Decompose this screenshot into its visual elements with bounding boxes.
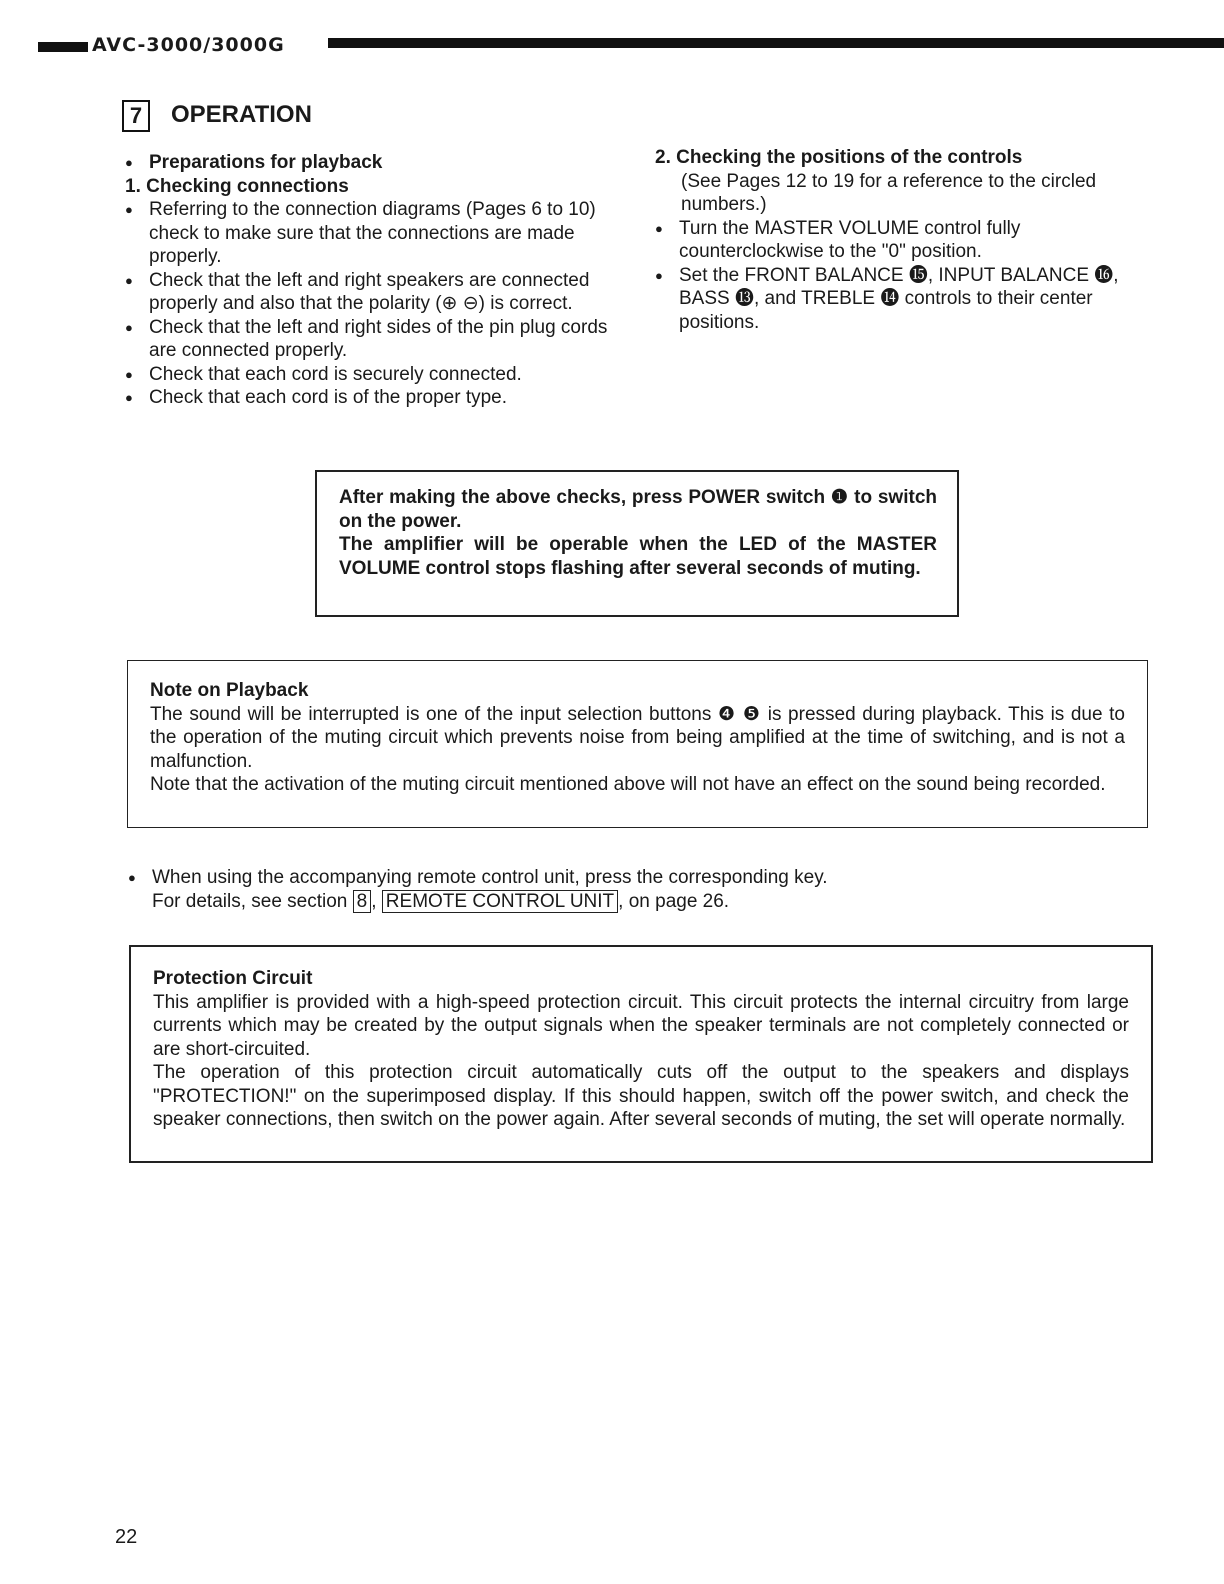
protection-circuit-box [129,945,1153,1163]
page-number: 22 [115,1526,138,1548]
remote-line: When using the accompanying remote control unit, press the corresponding key. [152,867,828,888]
note-paragraph: The sound will be interrupted is one of the input selection buttons ❹ ❺ is pressed during playback. This is due to the operation of the muting circuit which prevents noise from being amplified at the time of switching, and is not a malfunction. [150,703,1125,772]
power-instruction: After making the above checks, press POWER switch ❶ to switch on the power. [339,487,937,532]
section-number: 7 [122,100,150,132]
list-item: ● Turn the MASTER VOLUME control fully counterclockwise to the "0" position. [655,217,1147,264]
step1-heading: 1. Checking connections [125,175,349,197]
section-title-ref: REMOTE CONTROL UNIT [382,890,618,913]
list-item: ● When using the accompanying remote control unit, press the corresponding key. For details, see section 8 , REMOTE CONTROL UNIT , on page 26. [128,866,1028,913]
list-item: ● Referring to the connection diagrams (Pages 6 to 10) check to make sure that the connections are made properly. [125,198,615,269]
remote-note [128,866,1028,913]
list-item: ● Check that each cord is securely connected. [125,363,615,387]
power-instruction-box [315,470,959,617]
step2-heading: 2. Checking the positions of the controls [655,147,1023,168]
operable-note: The amplifier will be operable when the LED of the MASTER VOLUME control stops flashing after several seconds of muting. [339,534,937,579]
note-paragraph: Note that the activation of the muting circuit mentioned above will not have an effect on the sound being recorded. [150,774,1106,795]
list-item: ● Check that each cord is of the proper type. [125,386,615,410]
protection-paragraph: The operation of this protection circuit automatically cuts off the output to the speakers and displays "PROTECTION!" on the superimposed display. If this should happen, switch off the power switch, and check the speaker connections, then switch on the power again. After several seconds of muting, the set will operate normally. [153,1062,1129,1130]
model-header: AVC-3000/3000G [92,34,285,56]
playback-note-box [127,660,1148,828]
header-bar [38,42,88,52]
left-column [125,151,615,410]
header-bar [328,38,1224,48]
prep-heading: ● Preparations for playback [125,151,615,175]
note-title: Note on Playback [150,680,309,701]
right-column [655,146,1147,334]
protection-title: Protection Circuit [153,968,313,989]
section-title: OPERATION [171,101,312,128]
list-item: ● Set the FRONT BALANCE ⓯, INPUT BALANCE ⓰, BASS ⓭, and TREBLE ⓮ controls to their center positions. [655,264,1147,335]
reference-note: (See Pages 12 to 19 for a reference to the circled numbers.) [681,170,1097,215]
protection-paragraph: This amplifier is provided with a high-speed protection circuit. This circuit protects the internal circuitry from large currents which may be created by the output signals when the speaker terminals are not completely connected or are short-circuited. [153,991,1129,1060]
remote-prefix: For details, see section [152,890,348,912]
remote-suffix: , on page 26. [618,890,730,912]
section-ref: 8 [353,890,372,913]
list-item: ● Check that the left and right speakers are connected properly and also that the polarity (⊕ ⊖) is correct. [125,269,615,316]
list-item: ● Check that the left and right sides of the pin plug cords are connected properly. [125,316,615,363]
